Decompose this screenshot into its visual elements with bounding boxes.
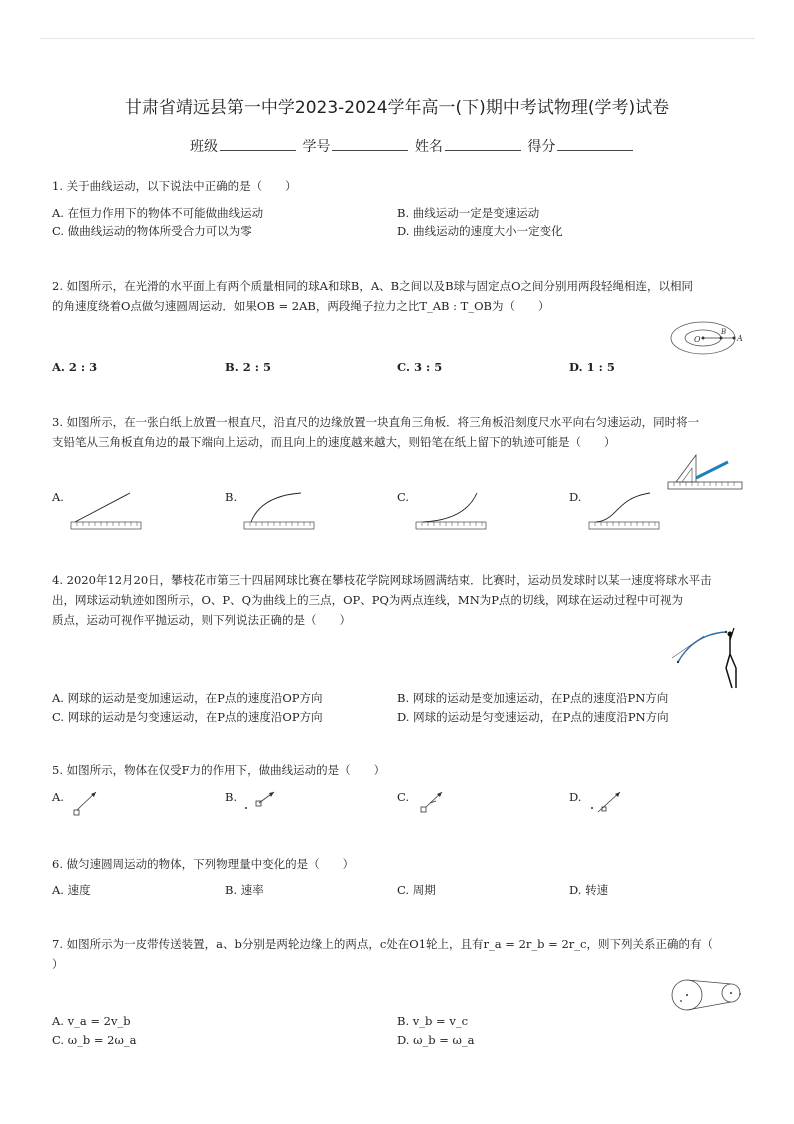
question-4-line1: 4. 2020年12月20日，攀枝花市第三十四届网球比赛在攀枝花学院网球场圆满结束．比赛时，运动员发球时以某一速度将球水平击 xyxy=(52,573,712,587)
q1-option-b: B. 曲线运动一定是变速运动 xyxy=(397,206,540,220)
header-divider xyxy=(40,38,755,39)
q6-option-b: B. 速率 xyxy=(225,883,264,897)
score-blank xyxy=(557,137,633,151)
question-7-line2: ） xyxy=(52,957,64,971)
q3-option-a-label: A. xyxy=(52,490,64,504)
q7-option-a: A. v_a = 2v_b xyxy=(52,1014,131,1028)
question-2-line1: 2. 如图所示，在光滑的水平面上有两个质量相同的球A和球B，A、B之间以及B球与固定点O之间分别用两段轻绳相连，以相同 xyxy=(52,279,694,293)
q5-option-d-label: D. xyxy=(569,790,582,804)
q4-figure-tennis xyxy=(664,624,744,690)
q2-fig-label-a: A xyxy=(737,334,743,343)
q7-option-d: D. ω_b = ω_a xyxy=(397,1033,475,1047)
q5-option-b-label: B. xyxy=(225,790,238,804)
q2-figure xyxy=(668,318,748,358)
q2-fig-label-b: B xyxy=(721,328,727,336)
id-blank xyxy=(332,137,408,151)
q5-option-a-diagram xyxy=(70,788,100,818)
q4-option-b: B. 网球的运动是变加速运动，在P点的速度沿PN方向 xyxy=(397,691,669,705)
q3-figure-ruler-triangle xyxy=(666,452,744,492)
question-6-stem: 6. 做匀速圆周运动的物体，下列物理量中变化的是（ ） xyxy=(52,857,355,871)
name-blank xyxy=(445,137,521,151)
q3-option-b-trajectory xyxy=(243,490,315,532)
q6-option-c: C. 周期 xyxy=(397,883,436,897)
q2-option-d: D. 1 : 5 xyxy=(569,360,615,374)
name-label: 姓名 xyxy=(414,139,443,155)
q1-option-c: C. 做曲线运动的物体所受合力可以为零 xyxy=(52,224,252,238)
q6-option-d: D. 转速 xyxy=(569,883,609,897)
class-label: 班级 xyxy=(190,139,218,155)
question-3-line2: 支铅笔从三角板直角边的最下端向上运动，而且向上的速度越来越大，则铅笔在纸上留下的轨迹可能是（ ） xyxy=(52,435,616,449)
question-4-line2: 出，网球运动轨迹如图所示，O、P、Q为曲线上的三点，OP、PQ为两点连线，MN为P点的切线，网球在运动过程中可视为 xyxy=(52,593,683,607)
question-3-line1: 3. 如图所示，在一张白纸上放置一根直尺，沿直尺的边缘放置一块直角三角板．将三角板沿刻度尺水平向右匀速运动，同时将一 xyxy=(52,415,700,429)
q6-option-a: A. 速度 xyxy=(52,883,91,897)
q5-option-c-diagram xyxy=(418,788,448,818)
q2-option-c: C. 3 : 5 xyxy=(397,360,443,374)
class-blank xyxy=(220,137,296,151)
id-label: 学号 xyxy=(302,139,331,155)
q5-option-d-diagram xyxy=(588,788,624,818)
q3-option-d-trajectory xyxy=(588,490,660,532)
q3-option-d-label: D. xyxy=(569,490,582,504)
q3-option-a-trajectory xyxy=(70,490,142,532)
q3-option-c-label: C. xyxy=(397,490,410,504)
q4-option-a: A. 网球的运动是变加速运动，在P点的速度沿OP方向 xyxy=(52,691,323,705)
q2-fig-label-o: O xyxy=(694,335,701,344)
q5-option-b-diagram xyxy=(242,788,278,814)
q4-option-d: D. 网球的运动是匀变速运动，在P点的速度沿PN方向 xyxy=(397,710,669,724)
q7-option-b: B. v_b = v_c xyxy=(397,1014,469,1028)
q1-option-a: A. 在恒力作用下的物体不可能做曲线运动 xyxy=(52,206,264,220)
question-1-stem: 1. 关于曲线运动，以下说法中正确的是（ ） xyxy=(52,179,297,193)
question-4-line3: 质点，运动可视作平抛运动，则下列说法正确的是（ ） xyxy=(52,613,351,627)
question-5-stem: 5. 如图所示，物体在仅受F力的作用下，做曲线运动的是（ ） xyxy=(52,763,386,777)
q7-figure-belt xyxy=(665,976,745,1014)
score-label: 得分 xyxy=(527,139,556,155)
q2-option-b: B. 2 : 5 xyxy=(225,360,271,374)
q3-option-c-trajectory xyxy=(415,490,487,532)
q5-option-c-label: C. xyxy=(397,790,410,804)
q4-option-c: C. 网球的运动是匀变速运动，在P点的速度沿OP方向 xyxy=(52,710,323,724)
q3-option-b-label: B. xyxy=(225,490,238,504)
page-title: 甘肃省靖远县第一中学2023-2024学年高一(下)期中考试物理(学考)试卷 xyxy=(124,98,670,118)
q1-option-d: D. 曲线运动的速度大小一定变化 xyxy=(397,224,563,238)
q7-option-c: C. ω_b = 2ω_a xyxy=(52,1033,137,1047)
q5-option-a-label: A. xyxy=(52,790,64,804)
q2-option-a: A. 2 : 3 xyxy=(52,360,98,374)
student-info-row xyxy=(190,136,635,156)
question-2-line2: 的角速度绕着O点做匀速圆周运动．如果OB = 2AB，两段绳子拉力之比T_AB : T_OB为（ ） xyxy=(52,299,550,313)
question-7-line1: 7. 如图所示为一皮带传送装置，a、b分别是两轮边缘上的两点，c处在O1轮上，且有r_a = 2r_b = 2r_c，则下列关系正确的有（ xyxy=(52,937,713,951)
